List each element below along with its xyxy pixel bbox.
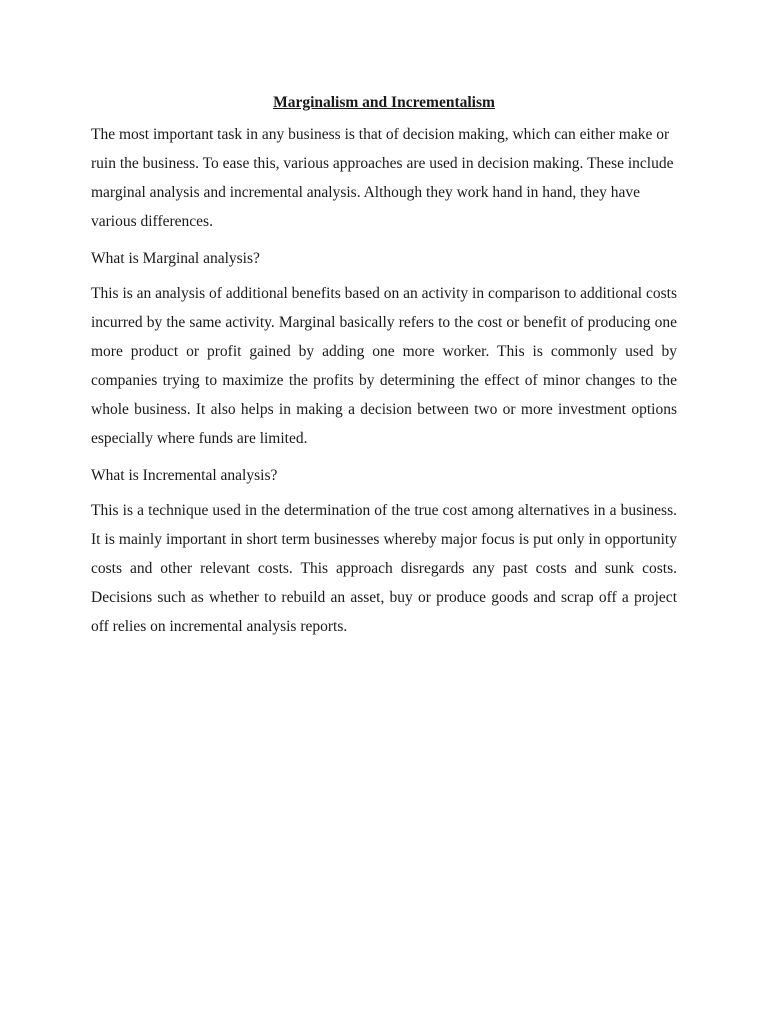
section-heading-marginal: What is Marginal analysis?: [91, 250, 260, 267]
marginal-analysis-paragraph: This is an analysis of additional benefits based on an activity in comparison to additional costs incurred by the same activity. Marginal basically refers to the cost or benefit of producing one more product or profit gained by adding one more worker. This is commonly used by companies trying to maximize the profits by determining the effect of minor changes to the whole business. It also helps in making a decision between two or more investment options especially where funds are limited.: [91, 285, 677, 447]
intro-paragraph: The most important task in any business is that of decision making, which can either make or ruin the business. To ease this, various approaches are used in decision making. These include marginal analysis and incremental analysis. Although they work hand in hand, they have various differences.: [91, 126, 674, 230]
section-heading-incremental: What is Incremental analysis?: [91, 467, 278, 484]
document-page: [91, 92, 677, 641]
incremental-analysis-paragraph: This is a technique used in the determination of the true cost among alternatives in a business. It is mainly important in short term businesses whereby major focus is put only in opportunity costs and other relevant costs. This approach disregards any past costs and sunk costs. Decisions such as whether to rebuild an asset, buy or produce goods and scrap off a project off relies on incremental analysis reports.: [91, 502, 677, 635]
document-title: Marginalism and Incrementalism: [273, 94, 495, 111]
